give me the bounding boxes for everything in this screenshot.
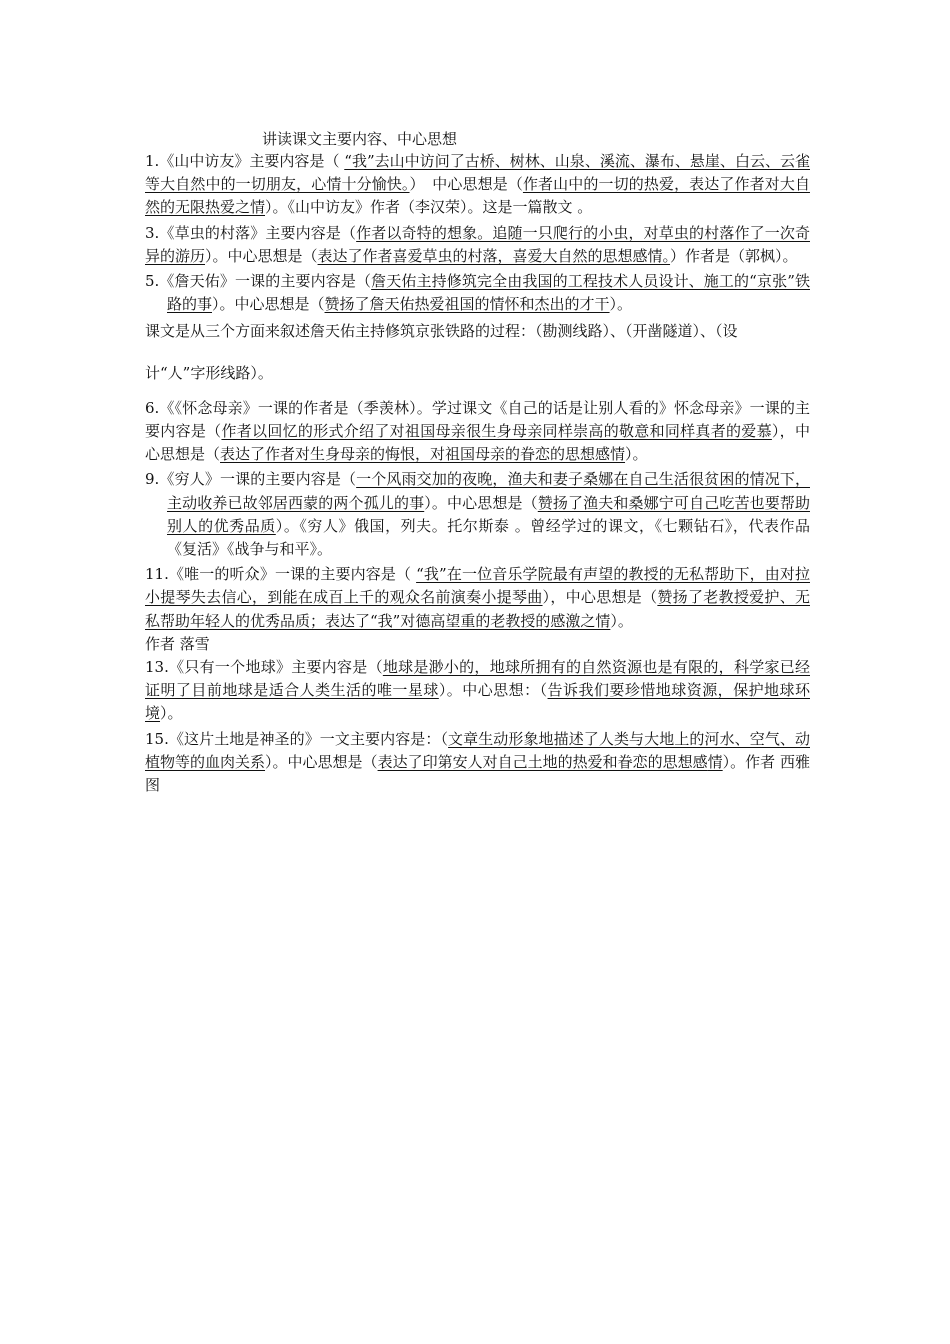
- p11-lead: 11.《唯一的听众》一课的主要内容是（: [145, 565, 417, 584]
- p15-content: 文章生动形象地描述了人类与大地上的河水、空气、动植物等的血肉关系: [145, 729, 810, 771]
- paragraph-6: [145, 397, 810, 467]
- p3-tail: ）作者是（郭枫）。: [670, 246, 798, 265]
- p13-lead: 13.《只有一个地球》主要内容是（: [145, 658, 383, 677]
- p9-theme: 赞扬了渔夫和桑娜宁可自己吃苦也要帮助别人的优秀品质: [167, 493, 810, 535]
- paragraph-5-process-end: 计“人”字形线路）。: [145, 363, 273, 382]
- p11-content: “我”在一位音乐学院最有声望的教授的无私帮助下，由对拉小提琴失去信心，到能在成百上千的观众名前演奏小提琴曲: [145, 565, 810, 607]
- p15-lead: 15.《这片土地是神圣的》一文主要内容是：（: [145, 729, 449, 748]
- p3-lead: 3.《草虫的村落》主要内容是（: [145, 223, 357, 242]
- paragraph-9: [145, 468, 810, 561]
- paragraph-5-process: 课文是从三个方面来叙述詹天佑主持修筑京张铁路的过程：（勘测线路）、（开凿隧道）、（设: [145, 322, 738, 341]
- p5-theme: 赞扬了詹天佑热爱祖国的情怀和杰出的才干: [324, 295, 610, 314]
- paragraph-11-author: 作者 落雪: [145, 634, 210, 653]
- p1-theme: 作者山中的一切的热爱，表达了作者对大自然的无限热爱之情: [145, 175, 810, 217]
- p3-content: 作者以奇特的想象。追随一只爬行的小虫，对草虫的村落作了一次奇异的游历: [145, 223, 810, 265]
- p3-mid: ）。中心思想是（: [205, 246, 318, 265]
- p15-tail: ）。作者 西雅图: [145, 752, 810, 795]
- p9-tail: ）。《穷人》俄国，列夫。托尔斯泰 。曾经学过的课文，《七颗钻石》，代表作品《复活》《战争与和平》。: [167, 516, 810, 559]
- p3-theme: 表达了作者喜爱草虫的村落，喜爱大自然的思想感情。: [317, 246, 671, 265]
- p5-lead: 5.《詹天佑》一课的主要内容是（: [145, 272, 372, 291]
- p13-tail: ）。: [160, 704, 183, 723]
- paragraph-3: [145, 222, 810, 268]
- p9-content: 一个风雨交加的夜晚，渔夫和妻子桑娜在自己生活很贫困的情况下，主动收养已故邻居西蒙的两个孤儿的事: [167, 470, 810, 512]
- p11-theme: 赞扬了老教授爱护、无私帮助年轻人的优秀品质；表达了“我”对德高望重的老教授的感激之情: [145, 588, 810, 630]
- document-body: [145, 150, 810, 797]
- p1-tail: ）。《山中访友》作者（李汉荣）。这是一篇散文 。: [265, 198, 593, 217]
- p6-lead: 6.《《怀念母亲》一课的作者是（季羡林）。学过课文《自己的话是让别人看的》怀念母亲》一课的主要内容是（: [145, 398, 810, 441]
- p5-tail: ）。: [609, 295, 633, 314]
- p9-lead: 9.《穷人》一课的主要内容是（: [145, 470, 357, 489]
- p6-tail: ）。: [625, 445, 648, 464]
- paragraph-1: [145, 150, 810, 220]
- paragraph-13: [145, 656, 810, 726]
- p1-lead: 1.《山中访友》主要内容是（: [145, 152, 345, 170]
- p15-mid: ）。中心思想是（: [265, 752, 378, 771]
- p13-theme: 告诉我们要珍惜地球资源，保护地球环境: [145, 681, 810, 723]
- p5-content: 詹天佑主持修筑完全由我国的工程技术人员设计、施工的“京张”铁路的事: [167, 272, 810, 314]
- p15-theme-end: 情: [707, 752, 723, 771]
- p6-theme: 表达了作者对生身母亲的悔恨，对祖国母亲的眷恋的思想感情: [220, 445, 626, 464]
- paragraph-15: [145, 728, 810, 798]
- p6-mid: ），中心思想是（: [145, 422, 810, 464]
- p13-content: 地球是渺小的，地球所拥有的自然资源也是有限的，科学家已经证明了目前地球是适合人类生活的唯一星球: [145, 658, 810, 700]
- p13-mid: ）。中心思想：（: [438, 681, 548, 700]
- paragraph-11: [145, 563, 810, 633]
- p6-content: 作者以回忆的形式介绍了对祖国母亲很生身母亲同样崇高的敬意和同样真者的爱慕: [221, 422, 772, 441]
- p11-mid: ），中心思想是（: [542, 588, 658, 607]
- p15-theme: 表达了印第安人对自己土地的热爱和眷恋的思想感: [377, 752, 708, 771]
- p11-tail: ）。: [610, 611, 633, 630]
- p5-mid: ）。中心思想是（: [212, 295, 325, 314]
- p9-mid: ）。中心思想是（: [424, 493, 538, 512]
- p1-mid: ） 中心思想是（: [409, 175, 523, 194]
- p1-content: “我”去山中访问了古桥、树林、山泉、溪流、瀑布、悬崖、白云、云雀等大自然中的一切朋友，心情十分愉快。: [145, 152, 810, 194]
- document-title: 讲读课文主要内容、中心思想: [262, 130, 458, 148]
- paragraph-5: [145, 270, 810, 316]
